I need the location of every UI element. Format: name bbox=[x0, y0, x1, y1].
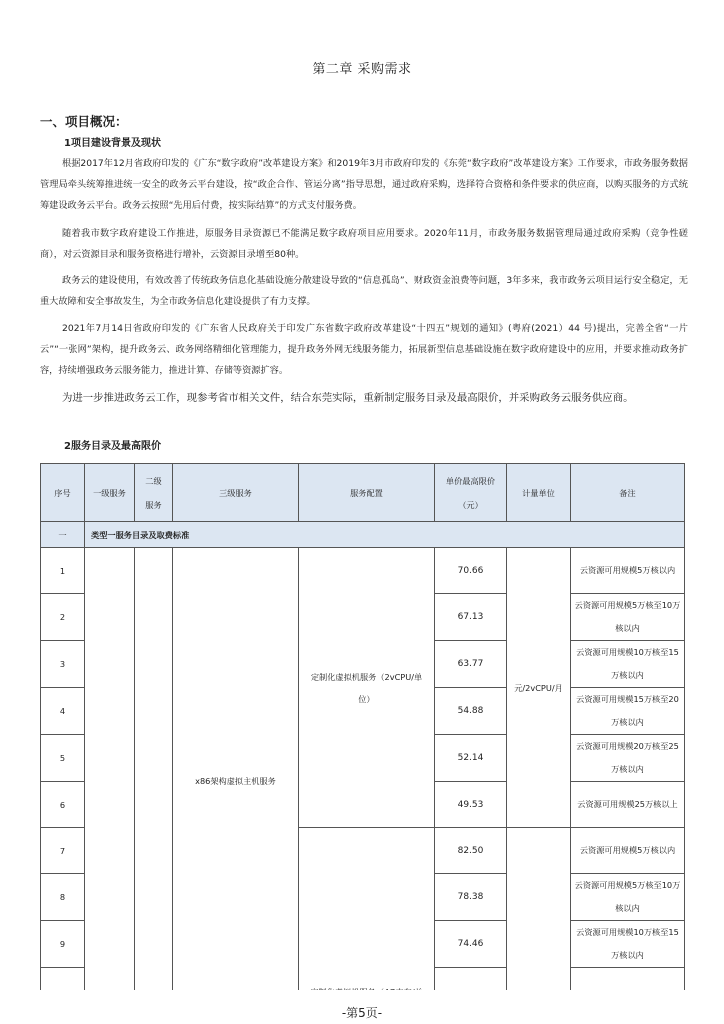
header-price-line2: （元） bbox=[458, 499, 483, 510]
row-note: 云资源可用规模10万核至15万核以内 bbox=[571, 921, 685, 968]
row-seq: 2 bbox=[41, 594, 85, 641]
row-note: 云资源可用规模10万核至15万核以内 bbox=[571, 641, 685, 688]
category-number: 一 bbox=[41, 522, 85, 548]
chapter-title: 第二章 采购需求 bbox=[312, 62, 412, 77]
row-seq: 9 bbox=[41, 921, 85, 968]
paragraph-benefits: 政务云的建设使用，有效改善了传统政务信息化基础设施分散建设导致的“信息孤岛”、财政资金浪费等问题，3年多来，我市政务云项目运行安全稳定，无重大故障和安全事故发生，为全市政务信息化建设提供了有力支撑。 bbox=[40, 275, 688, 307]
row-price: 54.88 bbox=[435, 688, 507, 735]
row-seq: 7 bbox=[41, 828, 85, 874]
row-seq: 6 bbox=[41, 782, 85, 828]
category-label: 类型一服务目录及取费标准 bbox=[85, 522, 685, 548]
config-cell-vcpu: 定制化虚拟机服务（2vCPU/单位） bbox=[299, 548, 435, 828]
row-price: 63.77 bbox=[435, 641, 507, 688]
unit-cell-memory bbox=[507, 828, 571, 1014]
paragraph-policy: 根据2017年12月省政府印发的《广东“数字政府”改革建设方案》和2019年3月市政府印发的《东莞“数字政府”改革建设方案》工作要求，市政务服务数据管理局牵头统筹推进统一安全的政务云平台建设，按“政企合作、管运分离”指导思想，通过政府采购，选择符合资格和条件要求的供应商，以购买服务的方式统筹建设政务云平台。政务云按照“先用后付费，按实际结算”的方式支付服务费。 bbox=[40, 158, 688, 211]
header-unit: 计量单位 bbox=[507, 464, 571, 522]
row-note: 云资源可用规模5万核至10万核以内 bbox=[571, 874, 685, 921]
paragraph-plan: 2021年7月14日省政府印发的《广东省人民政府关于印发广东省数字政府改革建设“十四五”规划的通知》(粤府(2021）44 号)提出，完善全省“一片云”“一张网”架构，提升政务云、政务网络精细化管理能力，提升政务外网无线服务能力，拓展新型信息基础设施在数字政府建设中的应用，并要求推动政务扩容，持续增强政务云服务能力，推进计算、存储等资源扩容。 bbox=[40, 323, 688, 376]
row-note: 云资源可用规模5万核至10万核以内 bbox=[571, 594, 685, 641]
unit-cell-vcpu: 元/2vCPU/月 bbox=[507, 548, 571, 828]
subheading-catalog: 2服务目录及最高限价 bbox=[64, 441, 161, 452]
header-seq: 序号 bbox=[41, 464, 85, 522]
service-catalog-table bbox=[40, 463, 685, 1014]
level1-cell bbox=[85, 548, 135, 1014]
level2-cell bbox=[135, 548, 173, 1014]
header-level2-line1: 二级 bbox=[145, 475, 162, 486]
table-header-row bbox=[41, 464, 685, 522]
table-row bbox=[41, 548, 685, 594]
row-price: 70.66 bbox=[435, 548, 507, 594]
category-row bbox=[41, 522, 685, 548]
header-level2-line2: 服务 bbox=[145, 499, 162, 510]
header-level2 bbox=[135, 464, 173, 522]
header-note: 备注 bbox=[571, 464, 685, 522]
header-price bbox=[435, 464, 507, 522]
config-cell-memory bbox=[299, 828, 435, 1014]
row-seq: 4 bbox=[41, 688, 85, 735]
header-level1: 一级服务 bbox=[85, 464, 135, 522]
header-level3: 三级服务 bbox=[173, 464, 299, 522]
row-price: 49.53 bbox=[435, 782, 507, 828]
level3-cell: x86架构虚拟主机服务 bbox=[173, 548, 299, 1014]
row-note: 云资源可用规模5万核以内 bbox=[571, 828, 685, 874]
row-seq: 3 bbox=[41, 641, 85, 688]
row-note: 云资源可用规模20万核至25万核以内 bbox=[571, 735, 685, 782]
row-seq: 1 bbox=[41, 548, 85, 594]
row-seq: 5 bbox=[41, 735, 85, 782]
row-seq: 8 bbox=[41, 874, 85, 921]
section-heading: 一、项目概况： bbox=[40, 114, 128, 129]
header-config: 服务配置 bbox=[299, 464, 435, 522]
paragraph-purpose: 为进一步推进政务云工作，现参考省市相关文件，结合东莞实际，重新制定服务目录及最高限价，并采购政务云服务供应商。 bbox=[62, 392, 634, 404]
row-price: 74.46 bbox=[435, 921, 507, 968]
subheading-background: 1项目建设背景及现状 bbox=[64, 138, 161, 149]
row-note: 云资源可用规模15万核至20万核以内 bbox=[571, 688, 685, 735]
row-note: 云资源可用规模25万核以上 bbox=[571, 782, 685, 828]
header-price-line1: 单价最高限价 bbox=[445, 475, 496, 486]
row-price: 78.38 bbox=[435, 874, 507, 921]
row-note: 云资源可用规模5万核以内 bbox=[571, 548, 685, 594]
paragraph-expansion: 随着我市数字政府建设工作推进，原服务目录资源已不能满足数字政府项目应用要求。2020年11月，市政务服务数据管理局通过政府采购（竞争性磋商），对云资源目录和服务资格进行增补，云资源目录增至80种。 bbox=[40, 228, 688, 260]
page-number: -第5页- bbox=[341, 1006, 383, 1020]
row-price: 82.50 bbox=[435, 828, 507, 874]
row-price: 67.13 bbox=[435, 594, 507, 641]
row-price: 52.14 bbox=[435, 735, 507, 782]
